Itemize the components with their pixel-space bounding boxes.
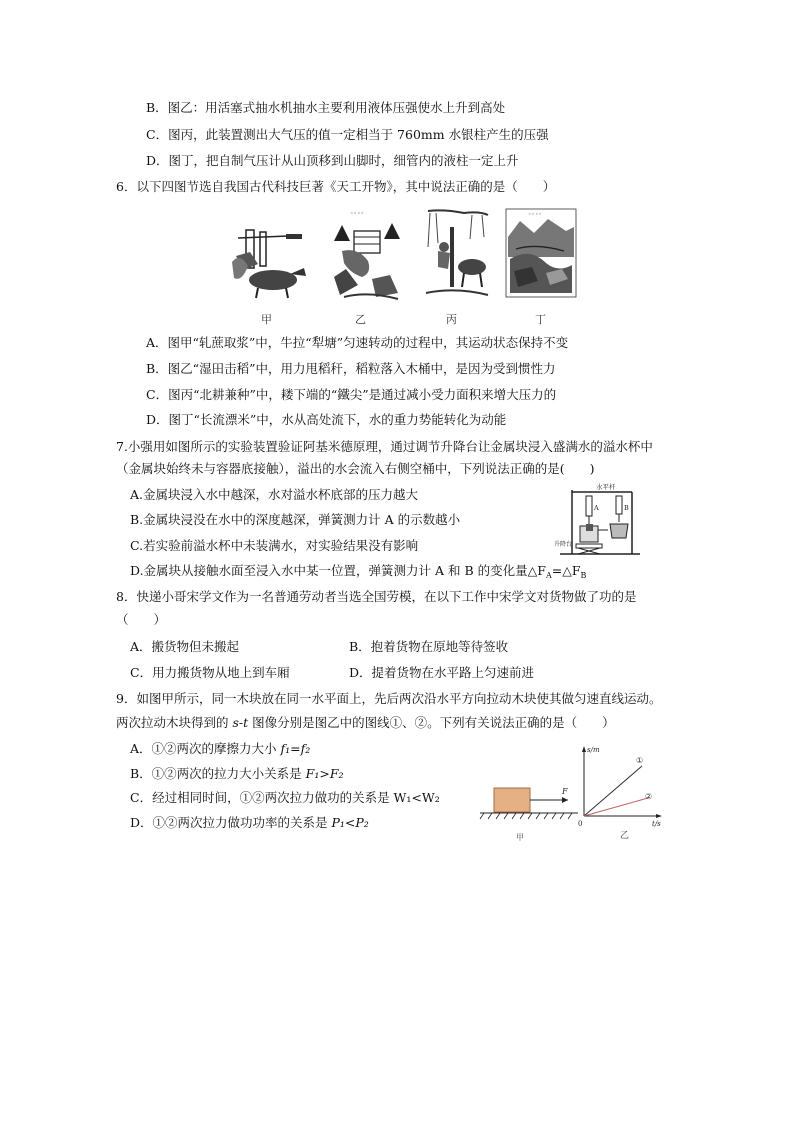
label-meter-b: B bbox=[624, 504, 629, 512]
q9-option-c: C．经过相同时间，①②两次拉力做功的关系是 W₁<W₂ bbox=[130, 790, 440, 805]
st-graph-figure bbox=[572, 742, 666, 840]
caption-figure-yi: 乙 bbox=[620, 831, 630, 841]
q5-option-b: B．图乙：用活塞式抽水机抽水主要利用液体压强使水上升到高处 bbox=[146, 100, 506, 115]
illustration-bing bbox=[424, 207, 490, 302]
q8-option-d: D．提着货物在水平路上匀速前进 bbox=[349, 665, 535, 680]
graph-y-label: s/m bbox=[587, 746, 600, 754]
graph-x-label: t/s bbox=[652, 820, 661, 828]
caption-yi: 乙 bbox=[355, 313, 366, 326]
graph-line-2 bbox=[584, 798, 648, 816]
label-lift-platform: 升降台 bbox=[554, 541, 573, 548]
block-force-figure bbox=[476, 774, 578, 844]
q9-option-b: B．①②两次的拉力大小关系是 F₁>F₂ bbox=[130, 766, 344, 781]
q8-stem: 8．快递小哥宋学文作为一名普通劳动者当选全国劳模，在以下工作中宋学文对货物做了功的是 bbox=[116, 589, 637, 604]
q8-option-c: C．用力搬货物从地上到车厢 bbox=[130, 665, 290, 680]
q6-option-b: B．图乙“湿田击稻”中，用力甩稻秆，稻粒落入木桶中，是因为受到惯性力 bbox=[146, 361, 556, 376]
q7-option-c: C.若实验前溢水杯中未装满水，对实验结果没有影响 bbox=[130, 538, 419, 553]
q6-option-c: C．图丙“北耕兼种”中，耧下端的“鐵尖”是通过减小受力面积来增大压力的 bbox=[146, 387, 557, 402]
q7-option-a: A.金属块浸入水中越深，水对溢水杯底部的压力越大 bbox=[130, 487, 419, 502]
label-meter-a: A bbox=[594, 504, 599, 512]
q5-option-c: C．图丙，此装置测出大气压的值一定相当于 760mm 水银柱产生的压强 bbox=[146, 127, 549, 142]
q8-answer-paren: （ ） bbox=[116, 612, 167, 627]
q6-option-d: D．图丁“长流漂米”中，水从高处流下，水的重力势能转化为动能 bbox=[146, 412, 507, 427]
graph-line-1-label: ① bbox=[636, 756, 644, 765]
q9-stem-line2: 两次拉动木块得到的 s-t 图像分别是图乙中的图线①、②。下列有关说法正确的是（ ） bbox=[116, 715, 615, 730]
q8-option-a: A．搬货物但未搬起 bbox=[130, 639, 240, 654]
caption-ding: 丁 bbox=[535, 313, 546, 326]
caption-jia: 甲 bbox=[261, 313, 272, 326]
q9-stem-line1: 9．如图甲所示，同一木块放在同一水平面上，先后两次沿水平方向拉动木块使其做匀速直线运动。 bbox=[116, 691, 662, 706]
q7-stem-line1: 7.小强用如图所示的实验装置验证阿基米德原理，通过调节升降台让金属块浸入盛满水的溢水杯中 bbox=[116, 439, 653, 454]
caption-bing: 丙 bbox=[446, 313, 457, 326]
q5-option-d: D．图丁，把自制气压计从山顶移到山脚时，细管内的液柱一定上升 bbox=[146, 153, 519, 168]
q6-stem: 6．以下四图节选自我国古代科技巨著《天工开物》，其中说法正确的是（ ） bbox=[116, 179, 556, 194]
caption-figure-jia: 甲 bbox=[516, 833, 524, 842]
graph-line-1 bbox=[584, 766, 642, 816]
archimedes-apparatus-figure bbox=[556, 480, 642, 560]
illustration-jia bbox=[228, 222, 310, 300]
svg-text:◦◦◦◦: ◦◦◦◦ bbox=[350, 210, 365, 217]
q9-option-d: D．①②两次拉力做功功率的关系是 P₁<P₂ bbox=[130, 815, 369, 830]
q7-option-d: D.金属块从接触水面至浸入水中某一位置，弹簧测力计 A 和 B 的变化量$\triangle F_A=\triangle F_B$ bbox=[130, 563, 587, 580]
q6-option-a: A．图甲“轧蔗取浆”中，牛拉“犁塘”匀速转动的过程中，其运动状态保持不变 bbox=[146, 335, 569, 350]
q9-option-a: A．①②两次的摩擦力大小 f₁=f₂ bbox=[130, 741, 311, 756]
q7-stem-line2: （金属块始终未与容器底接触），溢出的水会流入右侧空桶中，下列说法正确的是( ) bbox=[116, 461, 595, 476]
force-label: F bbox=[562, 787, 568, 796]
svg-text:◦◦◦◦: ◦◦◦◦ bbox=[528, 211, 543, 218]
illustration-yi bbox=[328, 207, 408, 302]
graph-origin-label: 0 bbox=[578, 820, 583, 828]
graph-line-2-label: ② bbox=[645, 792, 653, 801]
label-horizontal-rod: 水平杆 bbox=[596, 483, 616, 491]
q7-option-b: B.金属块浸没在水中的深度越深，弹簧测力计 A 的示数越小 bbox=[130, 512, 461, 527]
q8-option-b: B．抱着货物在原地等待签收 bbox=[349, 639, 509, 654]
illustration-ding bbox=[506, 207, 576, 297]
